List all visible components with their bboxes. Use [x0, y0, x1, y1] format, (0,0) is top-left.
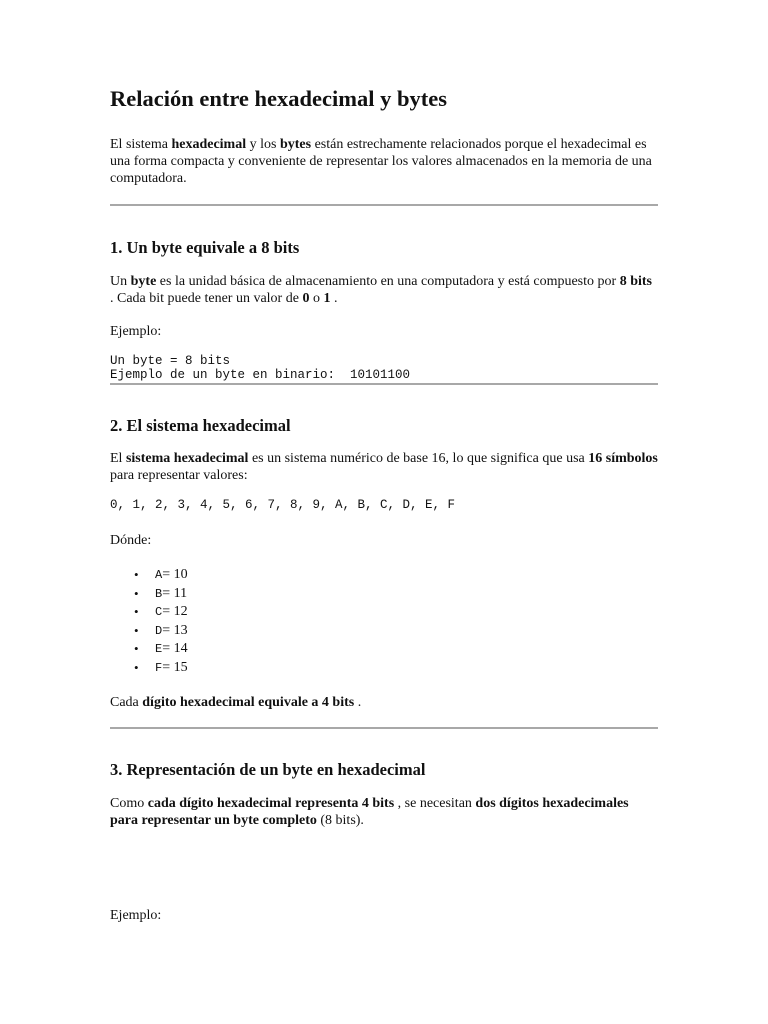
hex-value: = 10 — [162, 567, 188, 582]
s1-bold-zero: 0 — [302, 291, 310, 306]
section2-paragraph-2 — [110, 694, 658, 711]
section1-code-block — [110, 354, 658, 382]
s2-text-2: es un sistema numérico de base 16, lo que significa que usa — [248, 451, 589, 466]
s3-text-3: (8 bits). — [316, 813, 364, 828]
code-line-1: Un byte = 8 bits — [110, 354, 231, 368]
hex-mapping-item — [155, 659, 658, 678]
s2-bold-16-simbolos: 16 símbolos — [588, 451, 658, 466]
hex-mapping-list — [110, 566, 658, 677]
s3-bold-1: cada dígito hexadecimal representa 4 bits — [147, 796, 395, 811]
hex-letter: E — [155, 642, 163, 656]
s1-text-3: . Cada bit puede tener un valor de — [110, 291, 303, 306]
s2p2-text-1: Cada — [110, 695, 143, 710]
hex-letter: D — [155, 623, 163, 638]
divider-3 — [110, 727, 658, 729]
section2-paragraph — [110, 450, 658, 484]
code-line-2: Ejemplo de un byte en binario: 10101100 — [110, 368, 411, 382]
hex-mapping-item — [155, 566, 658, 585]
hex-value: = 15 — [162, 659, 188, 675]
section3-example-label: Ejemplo: — [110, 908, 162, 923]
hex-symbols-list: 0, 1, 2, 3, 4, 5, 6, 7, 8, 9, A, B, C, D, E, F — [110, 498, 456, 512]
section3-paragraph — [110, 795, 658, 829]
intro-paragraph — [110, 136, 658, 187]
hex-mapping-item — [155, 585, 658, 604]
section1-paragraph — [110, 273, 658, 307]
hex-mapping-item — [155, 603, 658, 622]
hex-mapping-item — [155, 640, 658, 659]
section1-example-label: Ejemplo: — [110, 324, 162, 339]
document-content — [110, 85, 658, 924]
s2-text-1: El — [110, 451, 126, 466]
s1-text-5: . — [330, 291, 338, 306]
hex-value: = 13 — [162, 622, 188, 638]
section2-heading: 2. El sistema hexadecimal — [110, 416, 291, 435]
s1-bold-one: 1 — [323, 291, 331, 306]
s3-text-2: , se necesitan — [394, 796, 476, 811]
hex-letter: F — [155, 660, 163, 675]
s3-bold-2: dos dígitos hexadecimales para representar un byte completo — [110, 796, 629, 828]
hex-letter: B — [155, 586, 163, 601]
s1-bold-8bits: 8 bits — [619, 274, 652, 289]
intro-text-3: están estrechamente relacionados porque el hexadecimal es una forma compacta y conveniente de representar los valores almacenados en la memoria de una computadora. — [110, 137, 652, 186]
intro-bold-bytes: bytes — [279, 137, 312, 152]
section3-heading: 3. Representación de un byte en hexadecimal — [110, 760, 426, 779]
s1-bold-byte: byte — [130, 274, 157, 289]
s1-text-4: o — [309, 291, 324, 306]
hex-mapping-item — [155, 622, 658, 641]
hex-letter: C — [155, 605, 163, 619]
hex-value: = 11 — [162, 585, 188, 601]
hex-letter: A — [155, 568, 163, 582]
page-title: Relación entre hexadecimal y bytes — [110, 86, 448, 111]
intro-bold-hexadecimal: hexadecimal — [171, 137, 247, 152]
s3-text-1: Como — [110, 796, 148, 811]
intro-text-1: El sistema — [110, 137, 172, 152]
intro-text-2: y los — [246, 137, 280, 152]
s1-text-2: es la unidad básica de almacenamiento en una computadora y está compuesto por — [156, 274, 620, 289]
s2-text-3: para representar valores: — [110, 468, 248, 483]
s2p2-bold: dígito hexadecimal equivale a 4 bits — [142, 695, 355, 710]
s2p2-text-2: . — [354, 695, 362, 710]
s2-bold-sistema: sistema hexadecimal — [125, 451, 249, 466]
hex-value: = 14 — [162, 641, 188, 656]
divider-1 — [110, 204, 658, 206]
section1-heading: 1. Un byte equivale a 8 bits — [110, 238, 300, 257]
where-label: Dónde: — [110, 533, 152, 548]
divider-2 — [110, 383, 658, 385]
hex-value: = 12 — [162, 604, 188, 619]
s1-text-1: Un — [110, 274, 131, 289]
